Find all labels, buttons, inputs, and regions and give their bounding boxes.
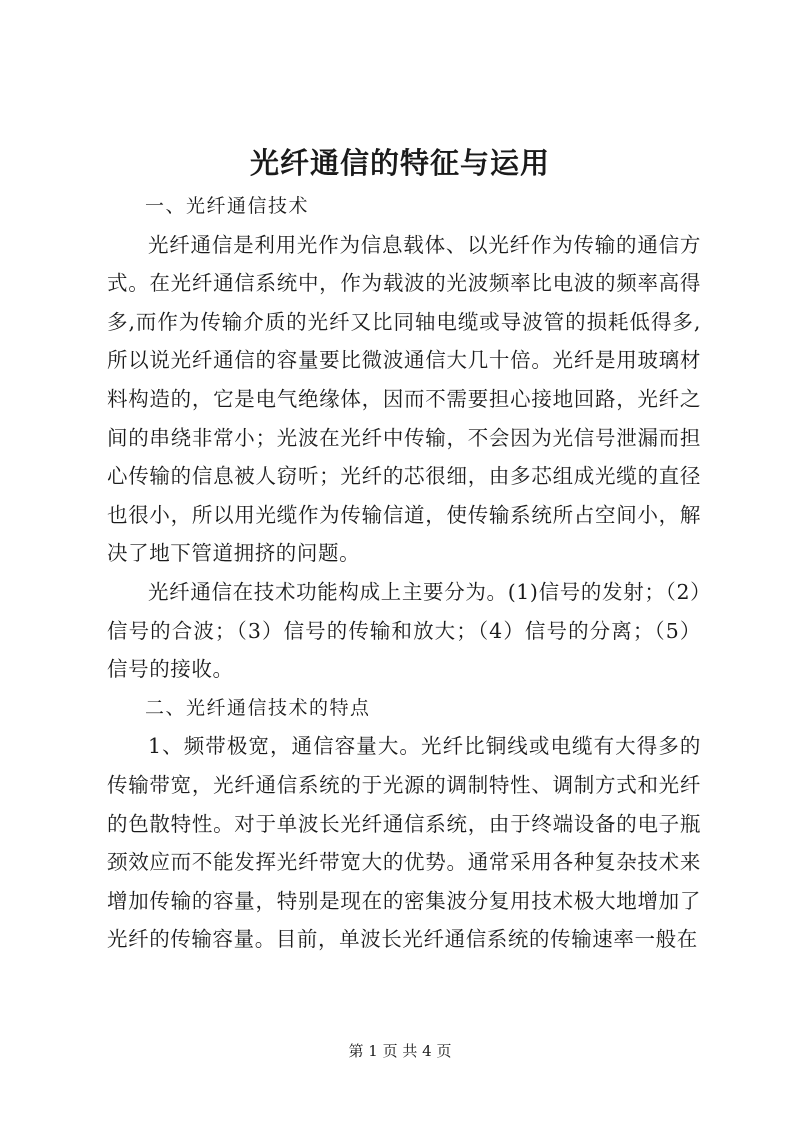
page-footer: 第 1 页 共 4 页: [348, 1042, 452, 1060]
section-heading-2: 二、光纤通信技术的特点: [145, 696, 371, 719]
document-title: 光纤通信的特征与运用: [249, 146, 550, 180]
paragraph-intro: 光纤通信是利用光作为信息载体、以光纤作为传输的通信方式。在光纤通信系统中，作为载波的光波频率比电波的频率高得多,而作为传输介质的光纤又比同轴电缆或导波管的损耗低得多,所以说光纤通信的容量要比微波通信大几十倍。光纤是用玻璃材料构造的，它是电气绝缘体，因而不需要担心接地回路，光纤之间的串绕非常小；光波在光纤中传输，不会因为光信号泄漏而担心传输的信息被人窃听；光纤的芯很细，由多芯组成光缆的直径也很小，所以用光缆作为传输信道，使传输系统所占空间小，解决了地下管道拥挤的问题。: [107, 232, 701, 566]
paragraph-functions: 光纤通信在技术功能构成上主要分为。(1)信号的发射；（2）信号的合波；（3）信号的传输和放大；（4）信号的分离；（5）信号的接收。: [107, 579, 701, 682]
paragraph-bandwidth: 1、频带极宽，通信容量大。光纤比铜线或电缆有大得多的传输带宽，光纤通信系统的于光源的调制特性、调制方式和光纤的色散特性。对于单波长光纤通信系统，由于终端设备的电子瓶颈效应而不能发挥光纤带宽大的优势。通常采用各种复杂技术来增加传输的容量，特别是现在的密集波分复用技术极大地增加了光纤的传输容量。目前，单波长光纤通信系统的传输速率一般在: [107, 734, 701, 952]
document-body: [107, 187, 701, 959]
section-heading-1: 一、光纤通信技术: [145, 195, 310, 217]
